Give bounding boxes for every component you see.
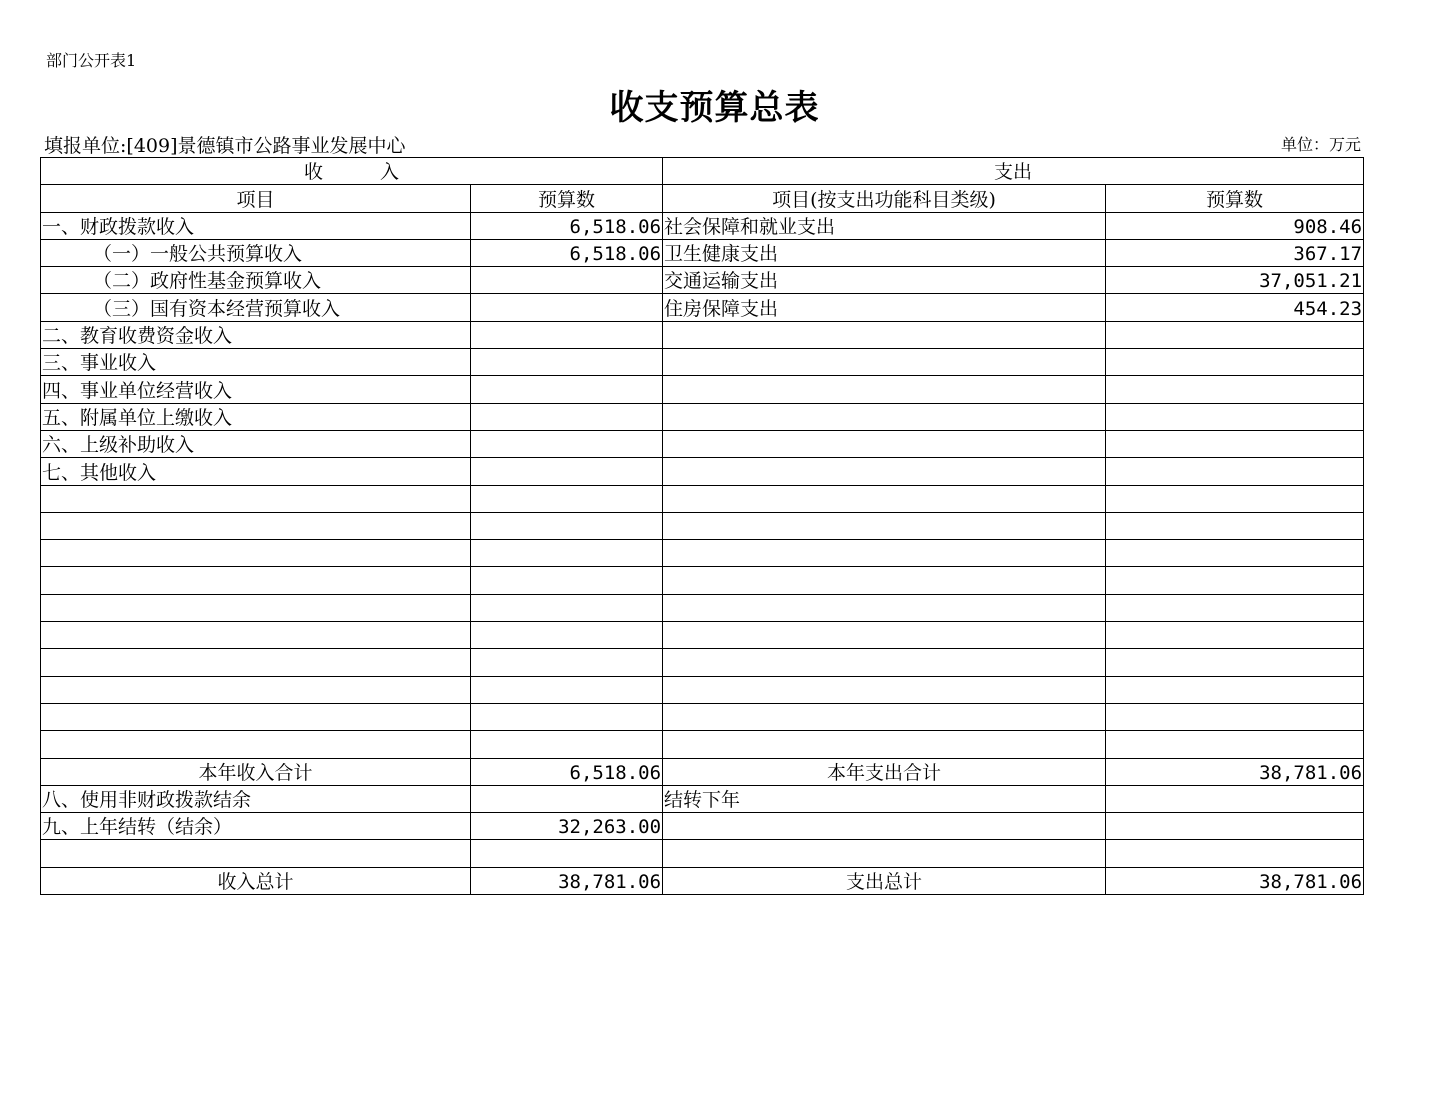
empty-cell bbox=[663, 540, 1106, 567]
empty-cell bbox=[41, 703, 471, 730]
section-header-row bbox=[41, 158, 1364, 185]
table-row bbox=[41, 267, 1364, 294]
income-amount bbox=[471, 376, 663, 403]
table-row bbox=[41, 212, 1364, 239]
empty-cell bbox=[471, 567, 663, 594]
empty-cell bbox=[1106, 676, 1364, 703]
income-amount bbox=[471, 321, 663, 348]
empty-row bbox=[41, 485, 1364, 512]
empty-cell bbox=[1106, 485, 1364, 512]
income-amount bbox=[471, 349, 663, 376]
income-amount bbox=[471, 430, 663, 457]
income-item: 六、上级补助收入 bbox=[41, 430, 471, 457]
expense-amount bbox=[1106, 349, 1364, 376]
empty-cell bbox=[471, 594, 663, 621]
income-item-header: 项目 bbox=[41, 185, 471, 212]
expense-amount bbox=[1106, 376, 1364, 403]
empty-row bbox=[41, 622, 1364, 649]
column-header-row bbox=[41, 185, 1364, 212]
income-amount bbox=[471, 294, 663, 321]
budget-summary-table bbox=[40, 157, 1364, 895]
income-item: 八、使用非财政拨款结余 bbox=[41, 785, 471, 812]
empty-cell bbox=[41, 622, 471, 649]
total-row bbox=[41, 867, 1364, 894]
empty-cell bbox=[471, 731, 663, 758]
empty-cell bbox=[663, 731, 1106, 758]
empty-cell bbox=[1106, 840, 1364, 867]
expense-item: 社会保障和就业支出 bbox=[663, 212, 1106, 239]
empty-cell bbox=[471, 676, 663, 703]
income-total-amount: 38,781.06 bbox=[471, 867, 663, 894]
table-row bbox=[41, 403, 1364, 430]
expense-item bbox=[663, 458, 1106, 485]
empty-row bbox=[41, 649, 1364, 676]
empty-row bbox=[41, 540, 1364, 567]
empty-cell bbox=[471, 703, 663, 730]
expense-item: 交通运输支出 bbox=[663, 267, 1106, 294]
expense-amount: 454.23 bbox=[1106, 294, 1364, 321]
empty-row bbox=[41, 703, 1364, 730]
table-row bbox=[41, 785, 1364, 812]
expense-item: 住房保障支出 bbox=[663, 294, 1106, 321]
empty-cell bbox=[663, 649, 1106, 676]
empty-cell bbox=[663, 567, 1106, 594]
income-subtotal-label: 本年收入合计 bbox=[41, 758, 471, 785]
table-row bbox=[41, 294, 1364, 321]
empty-row bbox=[41, 512, 1364, 539]
currency-unit: 单位：万元 bbox=[1280, 135, 1361, 154]
empty-cell bbox=[471, 840, 663, 867]
income-item: 一、财政拨款收入 bbox=[41, 212, 471, 239]
expense-item bbox=[663, 321, 1106, 348]
empty-cell bbox=[663, 512, 1106, 539]
expense-item bbox=[663, 430, 1106, 457]
income-total-label: 收入总计 bbox=[41, 867, 471, 894]
table-row bbox=[41, 239, 1364, 266]
income-budget-header: 预算数 bbox=[471, 185, 663, 212]
empty-row bbox=[41, 840, 1364, 867]
table-row bbox=[41, 376, 1364, 403]
expense-subtotal-label: 本年支出合计 bbox=[663, 758, 1106, 785]
empty-cell bbox=[663, 622, 1106, 649]
income-item: （一）一般公共预算收入 bbox=[41, 239, 471, 266]
expense-total-label: 支出总计 bbox=[663, 867, 1106, 894]
empty-row bbox=[41, 594, 1364, 621]
table-row bbox=[41, 321, 1364, 348]
expense-subtotal-amount: 38,781.06 bbox=[1106, 758, 1364, 785]
expense-item bbox=[663, 403, 1106, 430]
empty-cell bbox=[41, 567, 471, 594]
income-item: 二、教育收费资金收入 bbox=[41, 321, 471, 348]
income-subtotal-amount: 6,518.06 bbox=[471, 758, 663, 785]
empty-cell bbox=[663, 703, 1106, 730]
expense-section-header: 支出 bbox=[663, 158, 1364, 185]
expense-amount: 37,051.21 bbox=[1106, 267, 1364, 294]
expense-amount bbox=[1106, 785, 1364, 812]
expense-item bbox=[663, 376, 1106, 403]
table-row bbox=[41, 813, 1364, 840]
empty-cell bbox=[41, 840, 471, 867]
income-amount bbox=[471, 267, 663, 294]
income-amount: 32,263.00 bbox=[471, 813, 663, 840]
empty-cell bbox=[41, 540, 471, 567]
empty-cell bbox=[471, 649, 663, 676]
income-item: （二）政府性基金预算收入 bbox=[41, 267, 471, 294]
empty-cell bbox=[41, 594, 471, 621]
empty-cell bbox=[663, 485, 1106, 512]
empty-cell bbox=[1106, 567, 1364, 594]
expense-item-header: 项目(按支出功能科目类级) bbox=[663, 185, 1106, 212]
empty-cell bbox=[471, 512, 663, 539]
expense-amount: 908.46 bbox=[1106, 212, 1364, 239]
empty-cell bbox=[1106, 512, 1364, 539]
expense-amount bbox=[1106, 813, 1364, 840]
empty-cell bbox=[41, 649, 471, 676]
empty-cell bbox=[41, 731, 471, 758]
expense-item: 结转下年 bbox=[663, 785, 1106, 812]
expense-item bbox=[663, 813, 1106, 840]
empty-cell bbox=[1106, 540, 1364, 567]
empty-cell bbox=[1106, 703, 1364, 730]
empty-cell bbox=[1106, 649, 1364, 676]
page-title: 收支预算总表 bbox=[609, 88, 820, 128]
empty-cell bbox=[663, 676, 1106, 703]
expense-amount bbox=[1106, 458, 1364, 485]
income-amount bbox=[471, 403, 663, 430]
income-item: （三）国有资本经营预算收入 bbox=[41, 294, 471, 321]
empty-cell bbox=[41, 676, 471, 703]
table-row bbox=[41, 430, 1364, 457]
expense-amount bbox=[1106, 430, 1364, 457]
income-item: 七、其他收入 bbox=[41, 458, 471, 485]
empty-cell bbox=[663, 840, 1106, 867]
income-item: 四、事业单位经营收入 bbox=[41, 376, 471, 403]
income-amount bbox=[471, 785, 663, 812]
expense-item: 卫生健康支出 bbox=[663, 239, 1106, 266]
empty-row bbox=[41, 676, 1364, 703]
expense-item bbox=[663, 349, 1106, 376]
empty-cell bbox=[471, 540, 663, 567]
empty-cell bbox=[1106, 594, 1364, 621]
empty-row bbox=[41, 731, 1364, 758]
reporting-unit: 填报单位:[409]景德镇市公路事业发展中心 bbox=[44, 135, 406, 157]
form-code: 部门公开表1 bbox=[46, 51, 137, 70]
income-amount: 6,518.06 bbox=[471, 239, 663, 266]
subtotal-row bbox=[41, 758, 1364, 785]
expense-total-amount: 38,781.06 bbox=[1106, 867, 1364, 894]
empty-cell bbox=[1106, 731, 1364, 758]
expense-budget-header: 预算数 bbox=[1106, 185, 1364, 212]
income-amount: 6,518.06 bbox=[471, 212, 663, 239]
empty-cell bbox=[1106, 622, 1364, 649]
empty-cell bbox=[41, 485, 471, 512]
income-item: 三、事业收入 bbox=[41, 349, 471, 376]
table-row bbox=[41, 458, 1364, 485]
empty-row bbox=[41, 567, 1364, 594]
empty-cell bbox=[471, 485, 663, 512]
income-amount bbox=[471, 458, 663, 485]
table-row bbox=[41, 349, 1364, 376]
empty-cell bbox=[471, 622, 663, 649]
income-item: 五、附属单位上缴收入 bbox=[41, 403, 471, 430]
income-section-header: 收 入 bbox=[41, 158, 663, 185]
expense-amount bbox=[1106, 403, 1364, 430]
expense-amount bbox=[1106, 321, 1364, 348]
empty-cell bbox=[41, 512, 471, 539]
empty-cell bbox=[663, 594, 1106, 621]
expense-amount: 367.17 bbox=[1106, 239, 1364, 266]
income-item: 九、上年结转（结余） bbox=[41, 813, 471, 840]
